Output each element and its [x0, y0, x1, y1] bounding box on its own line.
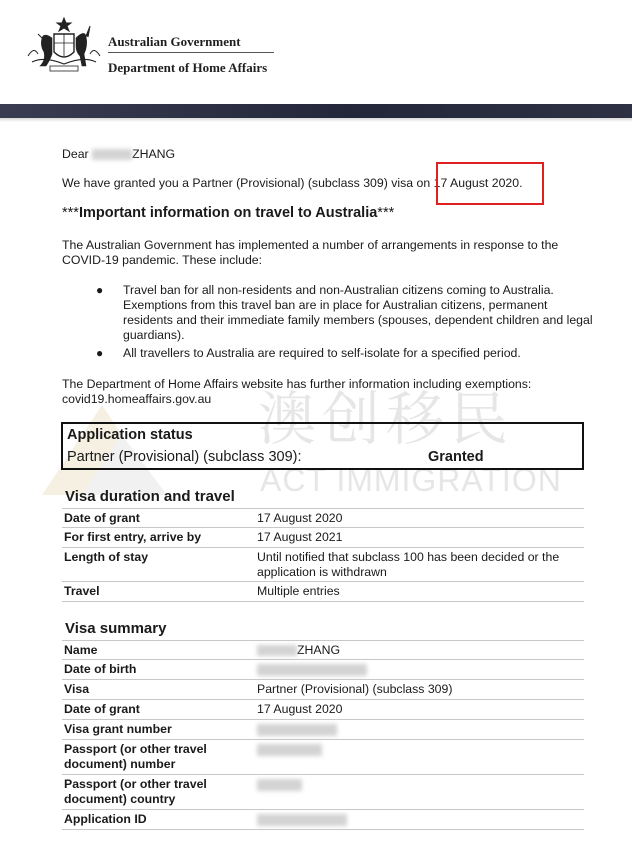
bullet-travel-ban: Travel ban for all non-residents and non-Australian citizens coming to Australia. Exemptions from this travel ban are in place for Australian citizens, permanent residents and their immediate family members (spouses, dependent children and legal guardians). [123, 283, 593, 342]
row-value [257, 812, 582, 827]
grant-date: 17 August 2020. [433, 176, 523, 190]
status-label: Partner (Provisional) (subclass 309): [67, 449, 302, 465]
heading-stars-left: *** [62, 205, 79, 221]
row-label: Name [64, 643, 98, 657]
header-band-shadow [0, 118, 632, 122]
row-value: 17 August 2020 [257, 702, 343, 716]
row-label: Passport (or other travel document) country [64, 777, 207, 806]
header-divider [108, 52, 274, 53]
table-row [62, 775, 584, 810]
row-value [257, 662, 582, 677]
table-row [62, 810, 584, 830]
salutation-surname: ZHANG [132, 147, 176, 161]
watermark-english: ACT IMMIGRATION [260, 462, 562, 498]
government-name: Australian Government [108, 34, 241, 49]
row-value [257, 722, 582, 737]
row-value: Multiple entries [257, 584, 340, 598]
table-row [62, 528, 584, 548]
table-row [62, 660, 584, 680]
row-value [257, 777, 582, 792]
row-label: Date of grant [64, 511, 140, 525]
table-row [62, 508, 584, 528]
heading-text: Important information on travel to Australia [78, 205, 378, 221]
redacted-given-name [92, 149, 132, 160]
bullet-icon: ● [96, 346, 104, 360]
website-paragraph [62, 377, 592, 407]
row-label: Date of grant [64, 702, 140, 716]
visa-summary-title: Visa summary [65, 620, 167, 637]
table-row [62, 582, 584, 602]
row-label: Application ID [64, 812, 147, 826]
header-band [0, 104, 632, 118]
summary-surname: ZHANG [297, 643, 341, 657]
grant-sentence-text: We have granted you a Partner (Provisional) (subclass 309) visa on [62, 176, 434, 190]
redacted-value [257, 724, 337, 736]
row-label: Length of stay [64, 550, 149, 564]
row-label: Visa [64, 682, 90, 696]
redacted-value [257, 814, 347, 826]
row-value [257, 643, 582, 658]
row-value: Until notified that subclass 100 has been decided or the application is withdrawn [257, 550, 560, 579]
coat-of-arms-icon [24, 16, 104, 74]
row-label: For first entry, arrive by [64, 530, 202, 544]
table-row [62, 548, 584, 582]
table-row [62, 720, 584, 740]
row-value [257, 742, 582, 757]
table-row [62, 640, 584, 660]
row-label: Passport (or other travel document) number [64, 742, 207, 771]
table-row [62, 680, 584, 700]
website-line: The Department of Home Affairs website has further information including exemptions: [62, 377, 532, 391]
row-value: 17 August 2021 [257, 530, 343, 544]
redacted-value [257, 645, 297, 656]
intro-paragraph: The Australian Government has implemented a number of arrangements in response to the COVID-19 pandemic. These include: [62, 238, 559, 267]
salutation: Dear [62, 147, 89, 161]
row-value: 17 August 2020 [257, 511, 343, 525]
status-badge: Granted [428, 449, 484, 465]
travel-heading [62, 205, 394, 221]
website-url: covid19.homeaffairs.gov.au [62, 392, 212, 406]
watermark-chinese: 澳创移民 [258, 385, 515, 453]
table-row [62, 740, 584, 775]
redacted-value [257, 779, 302, 791]
row-label: Travel [64, 584, 100, 598]
table-row [62, 700, 584, 720]
department-name: Department of Home Affairs [108, 60, 268, 75]
redacted-value [257, 664, 367, 676]
heading-stars-right: *** [377, 205, 395, 221]
salutation-line [62, 147, 175, 162]
letterhead [0, 0, 632, 106]
visa-duration-title: Visa duration and travel [65, 488, 235, 505]
grant-date-highlight [433, 162, 544, 205]
row-label: Visa grant number [64, 722, 172, 736]
application-status-box [61, 422, 584, 470]
row-label: Date of birth [64, 662, 137, 676]
bullet-icon: ● [96, 283, 104, 297]
redacted-value [257, 744, 322, 756]
row-value: Partner (Provisional) (subclass 309) [257, 682, 453, 696]
status-title: Application status [67, 427, 193, 443]
bullet-self-isolate: All travellers to Australia are required to self-isolate for a specified period. [123, 346, 521, 360]
